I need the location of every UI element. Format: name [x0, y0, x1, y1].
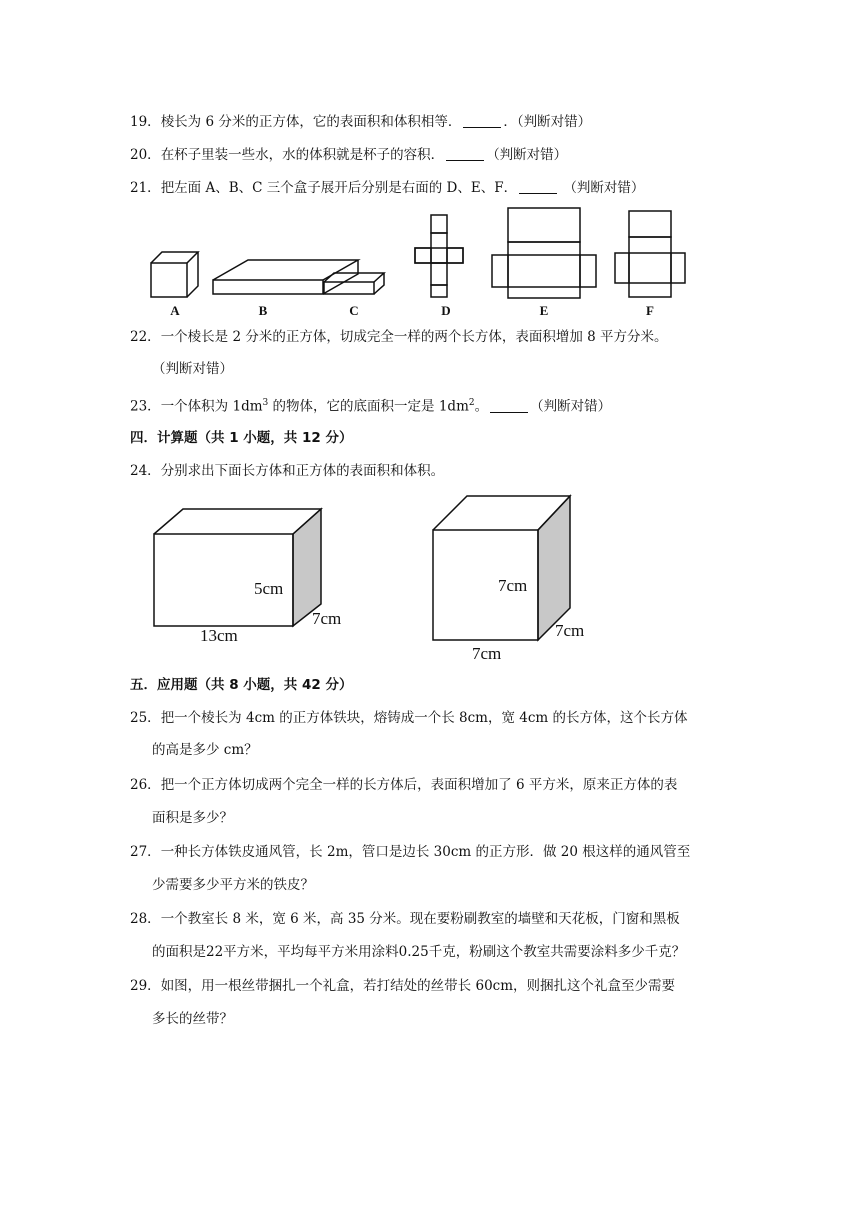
- question-number: 23．: [130, 398, 161, 415]
- question-text: 一个教室长 8 米，宽 6 米，高 35 分米。现在要粉刷教室的墙壁和天花板，门窗和黑板: [160, 911, 680, 927]
- cuboid-drawing: [154, 509, 321, 626]
- question-29-cont: [152, 1009, 233, 1029]
- question-text: 分别求出下面长方体和正方体的表面积和体积。: [160, 463, 445, 479]
- net-e-drawing: [492, 208, 596, 298]
- question-text: 一个体积为 1dm: [160, 398, 263, 415]
- question-text: 把左面 A、B、C 三个盒子展开后分别是右面的 D、E、F．: [160, 180, 518, 196]
- question-number: 25．: [130, 710, 161, 726]
- question-text: 如图，用一根丝带捆扎一个礼盒，若打结处的丝带长 60cm，则捆扎这个礼盒至少需要: [160, 978, 676, 994]
- label-d: D: [441, 303, 451, 318]
- question-suffix: （判断对错）: [530, 398, 612, 415]
- question-number: 19．: [130, 114, 161, 130]
- section-heading-calc: 四．计算题（共 1 小题，共 12 分）: [130, 430, 353, 446]
- question-text: 把一个正方体切成两个完全一样的长方体后，表面积增加了 6 平方米，原来正方体的表: [160, 777, 678, 793]
- cube-drawing: [433, 496, 570, 640]
- question-suffix: （判断对错）: [486, 147, 568, 163]
- question-number: 24．: [130, 463, 161, 479]
- question-26-cont: [152, 808, 233, 828]
- cuboid-cube-figure: [140, 488, 610, 668]
- answer-blank[interactable]: [519, 179, 557, 194]
- question-21: [130, 178, 644, 198]
- question-19: [130, 112, 591, 132]
- net-f-drawing: [615, 211, 685, 297]
- question-text: 一种长方体铁皮通风管，长 2m，管口是边长 30cm 的正方形．做 20 根这样的通风管至: [160, 844, 691, 860]
- question-number: 22．: [130, 329, 161, 345]
- label-b: B: [258, 303, 268, 318]
- question-22: [130, 327, 668, 347]
- question-text-cont: 的面积是22平方米，平均每平方米用涂料0.25千克，粉刷这个教室共需要涂料多少千克？: [152, 944, 686, 960]
- box-a-drawing: [151, 252, 198, 297]
- question-text: 棱长为 6 分米的正方体，它的表面积和体积相等．: [160, 114, 462, 130]
- question-number: 27．: [130, 844, 161, 860]
- question-25-cont: [152, 740, 258, 760]
- question-text-cont: 多长的丝带？: [152, 1011, 233, 1027]
- cuboid-length-label: 13cm: [200, 626, 238, 645]
- question-text: 一个棱长是 2 分米的正方体，切成完全一样的两个长方体，表面积增加 8 平方分米。: [160, 329, 668, 345]
- box-nets-figure: [140, 205, 700, 320]
- question-number: 21．: [130, 180, 161, 196]
- question-28-cont: [152, 942, 685, 962]
- question-27: [130, 842, 690, 862]
- question-number: 28．: [130, 911, 161, 927]
- question-number: 20．: [130, 147, 161, 163]
- question-suffix: ．（判断对错）: [503, 114, 592, 130]
- question-26: [130, 775, 677, 795]
- question-27-cont: [152, 875, 314, 895]
- question-number: 29．: [130, 978, 161, 994]
- cube-width-label: 7cm: [555, 621, 585, 640]
- label-f: F: [646, 303, 654, 318]
- question-suffix: （判断对错）: [152, 361, 233, 377]
- question-text-mid: 的物体，它的底面积一定是 1dm: [268, 398, 469, 415]
- question-23: [130, 393, 611, 417]
- net-d-drawing: [415, 215, 463, 297]
- question-text: 在杯子里装一些水，水的体积就是杯子的容积．: [160, 147, 445, 163]
- label-c: C: [349, 303, 359, 318]
- question-suffix: （判断对错）: [563, 180, 645, 196]
- question-text-cont: 的高是多少 cm？: [152, 742, 258, 758]
- question-text-cont: 少需要多少平方米的铁皮？: [152, 877, 314, 893]
- question-20: [130, 145, 567, 165]
- exponent: 2: [468, 398, 475, 408]
- label-e: E: [539, 303, 549, 318]
- answer-blank[interactable]: [463, 113, 501, 128]
- cuboid-height-label: 5cm: [254, 579, 284, 598]
- punctuation: 。: [474, 398, 489, 415]
- cube-length-label: 7cm: [472, 644, 502, 663]
- exponent: 3: [262, 398, 269, 408]
- cube-height-label: 7cm: [498, 576, 528, 595]
- question-text-cont: 面积是多少？: [152, 810, 233, 826]
- question-29: [130, 976, 675, 996]
- question-text: 把一个棱长为 4cm 的正方体铁块，熔铸成一个长 8cm，宽 4cm 的长方体，这个长方体: [160, 710, 688, 726]
- question-22-cont: [152, 359, 233, 379]
- cuboid-width-label: 7cm: [312, 609, 342, 628]
- answer-blank[interactable]: [490, 398, 528, 413]
- section-heading-app: 五．应用题（共 8 小题，共 42 分）: [130, 677, 353, 693]
- box-b-drawing: [213, 260, 358, 294]
- question-number: 26．: [130, 777, 161, 793]
- question-25: [130, 708, 688, 728]
- label-a: A: [170, 303, 180, 318]
- question-24: [130, 461, 444, 481]
- answer-blank[interactable]: [446, 146, 484, 161]
- question-28: [130, 909, 680, 929]
